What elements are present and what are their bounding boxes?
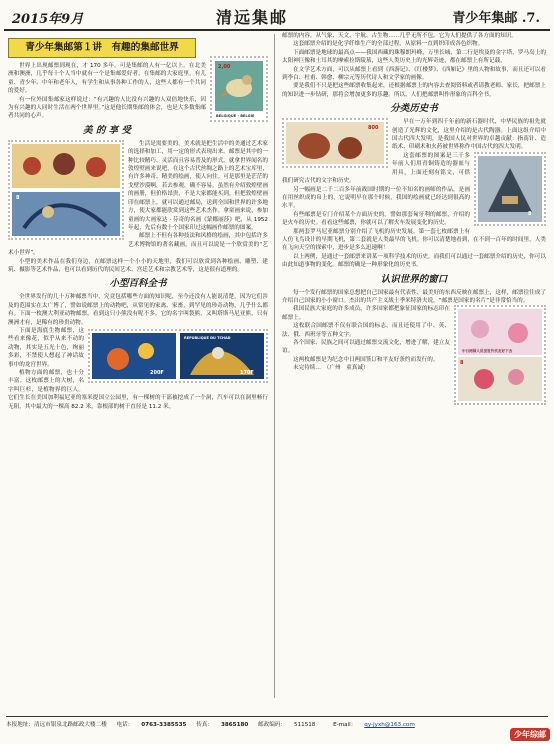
right-column <box>282 32 546 702</box>
stamp-value: 8 <box>16 194 20 201</box>
footer-fax <box>196 722 248 728</box>
postcode-label: 邮政编码： <box>258 722 287 728</box>
subheading-history: 分类历史书 <box>390 103 438 115</box>
encyclopedia-paragraph-3: 植物方面的邮票，也十分丰富。这枚邮票上的大树，名字叫巨杉，是植物界的巨人。它们生长在美国加利福尼亚的塞米提国立公园里，有一棵树的干部被挖成了一个洞，汽车可以在洞里畅行无阻，其中最大的一棵高 82.2 米，靠根部的树干直径是 11.2 米。 <box>8 370 268 410</box>
subheading-beauty: 美 的 享 受 <box>83 124 131 136</box>
subheading-encyclopedia: 小型百科全书 <box>109 278 167 290</box>
window-paragraph-2: 我国民族大家庭的许多成员，许多国家都把象征国家的标志印在邮票上。 <box>282 306 450 321</box>
stamp-value: 8 <box>528 210 532 217</box>
history-paragraph-5: 那两套罗马尼亚邮票分别介绍了飞机的历史发展。第一套七枚邮票上有人仿飞鸟设计的早期飞机，第二套就是人类最早的飞机。你可以清楚地看到，在不到一百年的时间里，人类在飞向天空的探索中，进步是多么迅速啊！ <box>282 228 546 252</box>
stamp-value: 200F <box>150 369 164 376</box>
window-paragraph-1: 每一个发行邮票的国家总想把自己国家最有代表性、最美好的东西反映在邮票上，这样，邮票往往成了介绍自己国家的小小窗口。杰出的共产主义战士季米特洛夫说，“邮票是国家的名片”是非常恰当的。 <box>282 289 546 304</box>
section-name: 青少年集邮 .7. <box>452 11 540 26</box>
window-paragraph-4: 各个国家、民族之间可以通过邮票交流文化，增进了解，建立友谊。 <box>282 340 450 355</box>
painting-stamps <box>8 140 124 240</box>
lesson-title: 青少年集邮第１讲 有趣的集邮世界 <box>8 38 196 58</box>
footer-phone <box>116 722 186 728</box>
ancient-silk-painting-stamp-image <box>476 154 544 224</box>
footer-address: 本报地址：清远市银泉北路邮政大楼二楼 <box>6 722 107 728</box>
beauty-paragraph-2: 邮票上不但有各种技法和风格的绘画，其中包括许多艺术博物馆的著名藏画，而且可以说是一个欣赏美的“艺术小世界”。 <box>8 233 268 257</box>
footer-postcode <box>258 722 323 728</box>
beauty-paragraph-3: 小型的美术作品在我们身边，在邮票这样一个小小的天地里，我们可以欣赏到各种绘画、雕塑、建筑、摄影等艺术作品，也可以看到历代的民间艺术、宫廷艺术和宗教艺术等，这是很有道理的。 <box>8 258 268 273</box>
pottery-stamp <box>282 118 388 168</box>
intro-paragraph-2: 有一位外国集邮家这样说过：“有兴趣的人比没有兴趣的人双倍地快乐，因为有兴趣的人同时生活在两个世界里。”这是他长期集邮的体会，也是大多数集邮者共同的心声。 <box>8 96 206 120</box>
kite-stamp <box>474 152 546 226</box>
postcode-value: 511518 <box>294 722 316 728</box>
left-column <box>8 38 268 698</box>
page-header <box>4 2 550 31</box>
email-label: E-mail： <box>333 722 357 728</box>
intro-paragraph-1: 世界上出现邮票到现在，才 170 多年。可是集邮的人有一亿以上。在北美洲和澳洲，几乎每十个人当中就有一个是集邮爱好者。在集邮的大家庭里，有儿童、青少年、中年和老年人，有学生和从事各种工作的人，这些人都有一个共同的爱好。 <box>8 63 206 95</box>
corner-logo: 少年综邮 <box>510 728 550 741</box>
column-divider <box>274 34 275 698</box>
right-paragraph-2: 这套邮票介绍的是化学纤维生产的全部过程，从原料一直到织印成各色织物。 <box>293 41 484 48</box>
belgium-stamp <box>210 56 268 122</box>
page-footer <box>6 716 548 730</box>
history-paragraph-2: 这套邮票的图案是三千多年前人们用青铜铸造的器皿与用具，上面还刻有铭文，可供我们研究古代的文字和历史。 <box>282 152 470 185</box>
subheading-window: 认识世界的窗口 <box>380 273 448 285</box>
fax-number: 3865180 <box>221 722 249 728</box>
footer-email <box>333 722 415 728</box>
stamp-value: 8 <box>460 360 464 367</box>
right-paragraph-4: 在文学艺术方面，可以从邮票上看到《西游记》、《红楼梦》、《西厢记》里的人物和故事，而且还可以看到李白、杜甫、韩愈、柳宗元等历代诗人和文学家的画像。 <box>282 66 546 82</box>
stamp-country: BELGIQUE - BELGIE <box>216 114 255 118</box>
beauty-paragraph-1: 生活是需要美的。美术就是把生活中的美通过艺术家的选择和加工，用一定的形式表现出来。邮票是其中的一种比较精巧、灵活而且容易普及的形式。就拿世界闻名的敦煌壁画来说吧，在这个古代丝绸之路上的艺术宝库里，有许多神奇、精美的绘画，使人向往。可是那里是茫茫的戈壁沙漠啊，若去参观，确不容易。虽然有介绍敦煌壁画的画册，但价格昂贵，不是大家都能买到。但把敦煌壁画印在邮票上，就可以通过邮局，送到全国和世界的许多地方，使大家都能欣赏到这些艺术杰作。拿童画来说，参加童画的大画家达 · 芬奇的名画《蒙娜丽莎》吧，从 1952 年起，先后有数十个国家印过这幅画作邮票的图案。 <box>128 140 268 231</box>
right-paragraph-1: 邮票的内容，从气象、天文、宇航、古生物……几乎无所不包。它为人们提供了各方面的知识。 <box>282 33 517 39</box>
encyclopedia-paragraph-2: 下面是海底生物邮票，这些看来像花，似乎从来不动的动物，其实是五光十色，绚丽多彩，不禁使人想起了神话故事中的龙宫世界。 <box>8 327 84 368</box>
animal-painting-stamps-image <box>10 142 122 238</box>
phone-label: 电话： <box>116 722 134 728</box>
history-paragraph-6: 以上两例，是通过一套邮票来讲某一项科学技术的历史，而我们可以通过一套邮票介绍的历史，你可以由此知道事物的变化。邮票的确是一种形象化的历史书。 <box>282 253 546 269</box>
encyclopedia-paragraph-1: 全世界发行的几十万种邮票当中，究竟包括哪些方面的知识呢，至今还没有人能说清楚，因为它们涉及的范围实在太广博了，譬如说邮票上的动物吧，从常见的家禽、家畜，到罕见的珍奇动物，几乎什么都有。下面一枚澳大利亚动物邮票，看到这只小熊没有呢不多。它的名字叫袋熊，又叫塔斯马尼亚熊，只有澳洲才有，是稀有的珍贵动物。 <box>8 294 268 326</box>
reef-stamps <box>88 329 268 383</box>
stamp-inscription: 中日两国人民世世代代友好下去 <box>462 349 513 354</box>
fax-label: 传真： <box>196 722 213 728</box>
stamp-value: 800 <box>368 125 379 132</box>
to-be-continued: 未完待续… <box>293 365 321 372</box>
stamp-value: 170F <box>240 369 254 376</box>
email-link[interactable]: qy-jyxh@163.com <box>364 722 415 728</box>
history-paragraph-4: 有些邮票是专门介绍某个方面历史的。譬如那套匈牙利的邮票，介绍的是火车的历史。看看这些邮票，你就可以了解火车发展变化的历史。 <box>282 211 470 227</box>
friendship-stamps <box>454 305 546 405</box>
right-paragraph-3: 下面邮票是地球的最高点——我国西藏的珠穆朗玛峰，万里长城，第二行是埃及的金字塔，罗马岛上的太阳神巨像和土耳其的摩索拉斯陵墓，这些人类历史上的光辉奇迹，都在邮票上有所记载。 <box>282 49 546 65</box>
phone-number: 0763-3385535 <box>141 722 187 728</box>
stamp-value: 2,00 <box>218 64 231 70</box>
history-paragraph-3: 另一幅画是二千二百多年前战国时期的一位不知名的画师的作品，是画在用丝织成的帛上的，它说明早在那个时候，我国的绘画就已经达到很高的水平。 <box>282 186 470 210</box>
paper-title: 清远集邮 <box>216 8 289 27</box>
issue-date: 2015年9月 <box>12 12 84 27</box>
history-paragraph-1: 早在一万年到四千年前的新石器时代，中华民族的祖先就创造了光辉的文化，这里介绍的是古代陶器。上面这组介绍中国古代四大发明，是我国人民对世界的卓越贡献：指南针、造纸术、印刷术和火药被世界称作中国古代的四大发明。 <box>392 119 546 151</box>
right-paragraph-5: 要是我们不只是把这些邮票收集起来，还根据邮票上的内容去查阅资料或者请教老师、家长，把邮票上的知识进一步钻研，那将会增加更多的乐趣。所以，人们把邮票叫作形象的百科全书。 <box>282 83 546 98</box>
author-byline: （广州 童真诚） <box>326 365 369 372</box>
window-paragraph-5: 这两枚邮票是为纪念中日两国签订和平友好条约而发行的。 <box>293 356 439 363</box>
window-paragraph-3: 这枚联合国邮票不仅有联合国的标志，而且还使用了中、英、法、俄、西班牙等五种文字。 <box>282 323 450 338</box>
stamp-country: REPUBLIQUE DU TCHAD <box>184 335 231 340</box>
